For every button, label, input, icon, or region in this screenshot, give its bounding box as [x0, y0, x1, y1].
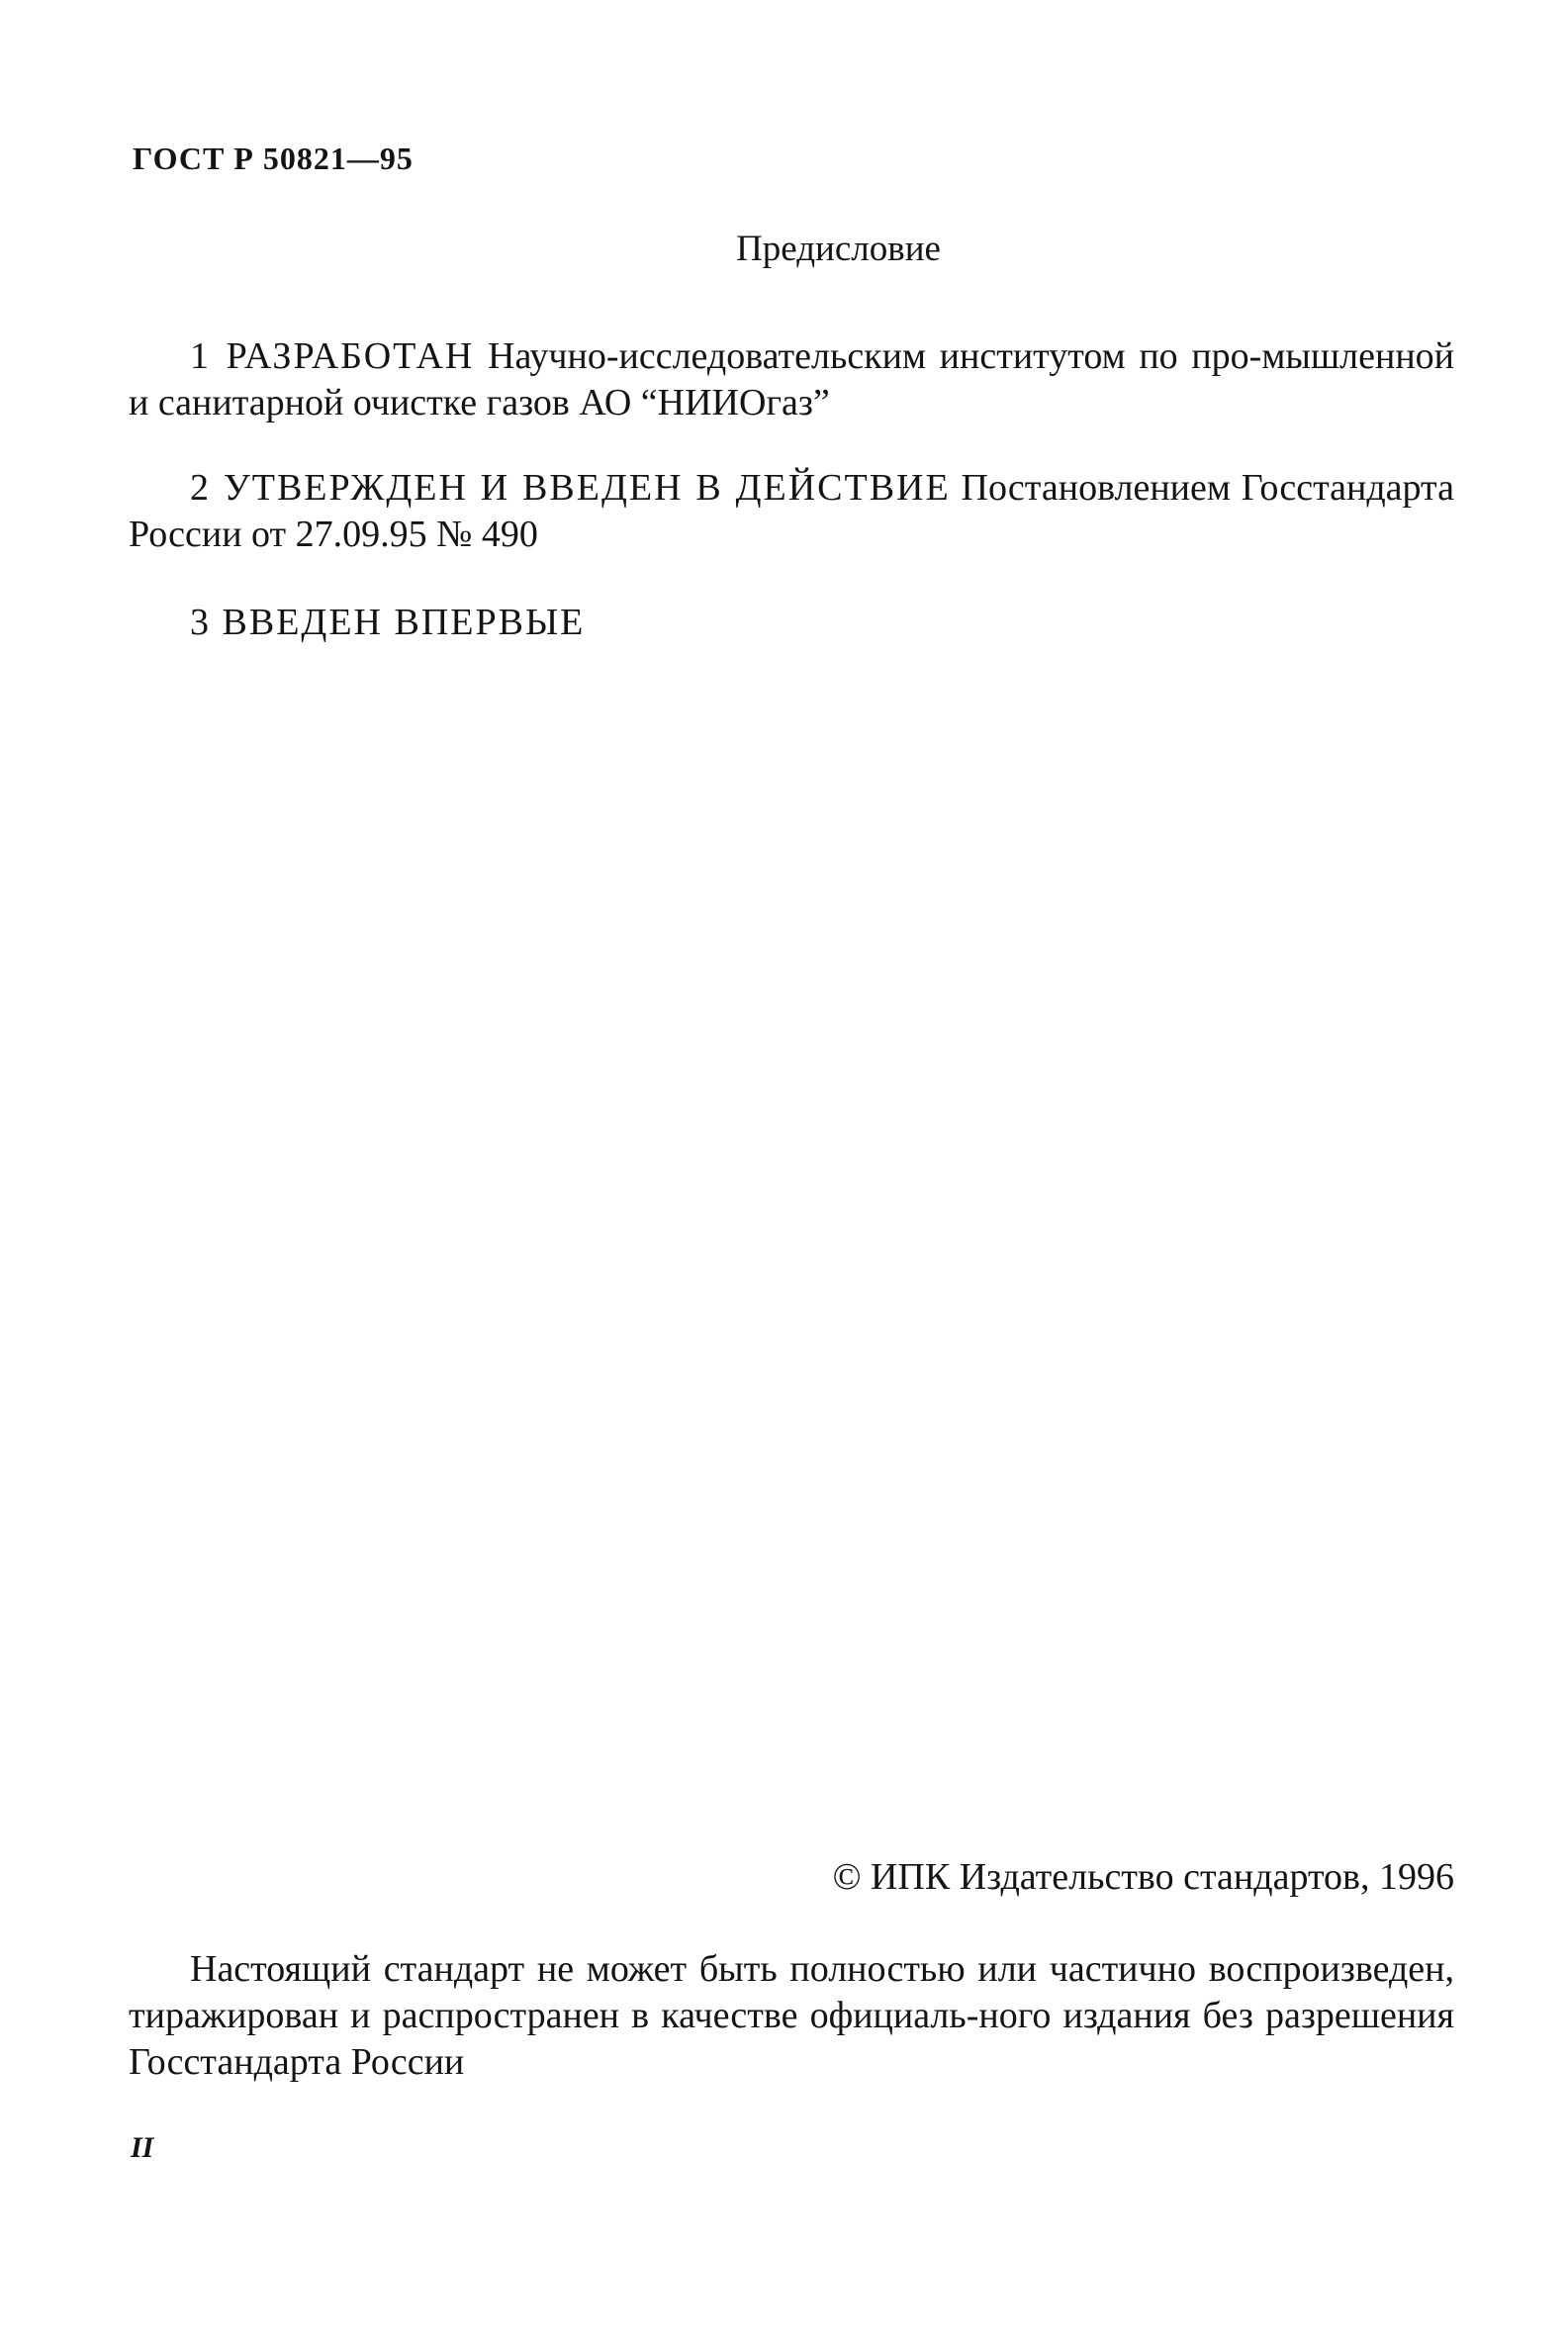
preface-item-3-lead: 3 ВВЕДЕН ВПЕРВЫЕ [190, 602, 586, 643]
preface-title: Предисловие [736, 229, 941, 269]
preface-item-1 [129, 333, 1454, 426]
page-number: II [131, 2131, 154, 2164]
standard-code: ГОСТ Р 50821—95 [133, 141, 414, 176]
preface-item-2-lead: 2 УТВЕРЖДЕН И ВВЕДЕН В ДЕЙСТВИЕ [190, 467, 951, 509]
preface-item-1-text: Научно-исследовательским институтом по про-мышленной и санитарной очистке газов АО “НИИОгаз” [129, 335, 1454, 423]
preface-item-2-text: Постановлением Госстандарта России от 27.09.95 № 490 [129, 467, 1454, 555]
preface-item-3 [129, 600, 1454, 646]
copyright-line: © ИПК Издательство стандартов, 1996 [832, 1856, 1454, 1898]
reproduction-notice: Настоящий стандарт не может быть полностью или частично воспроизведен, тиражирован и распространен в качестве официаль-ного издания без разрешения Госстандарта России [129, 1948, 1454, 2083]
preface-item-1-lead: 1 РАЗРАБОТАН [190, 335, 475, 377]
preface-item-2 [129, 465, 1454, 558]
